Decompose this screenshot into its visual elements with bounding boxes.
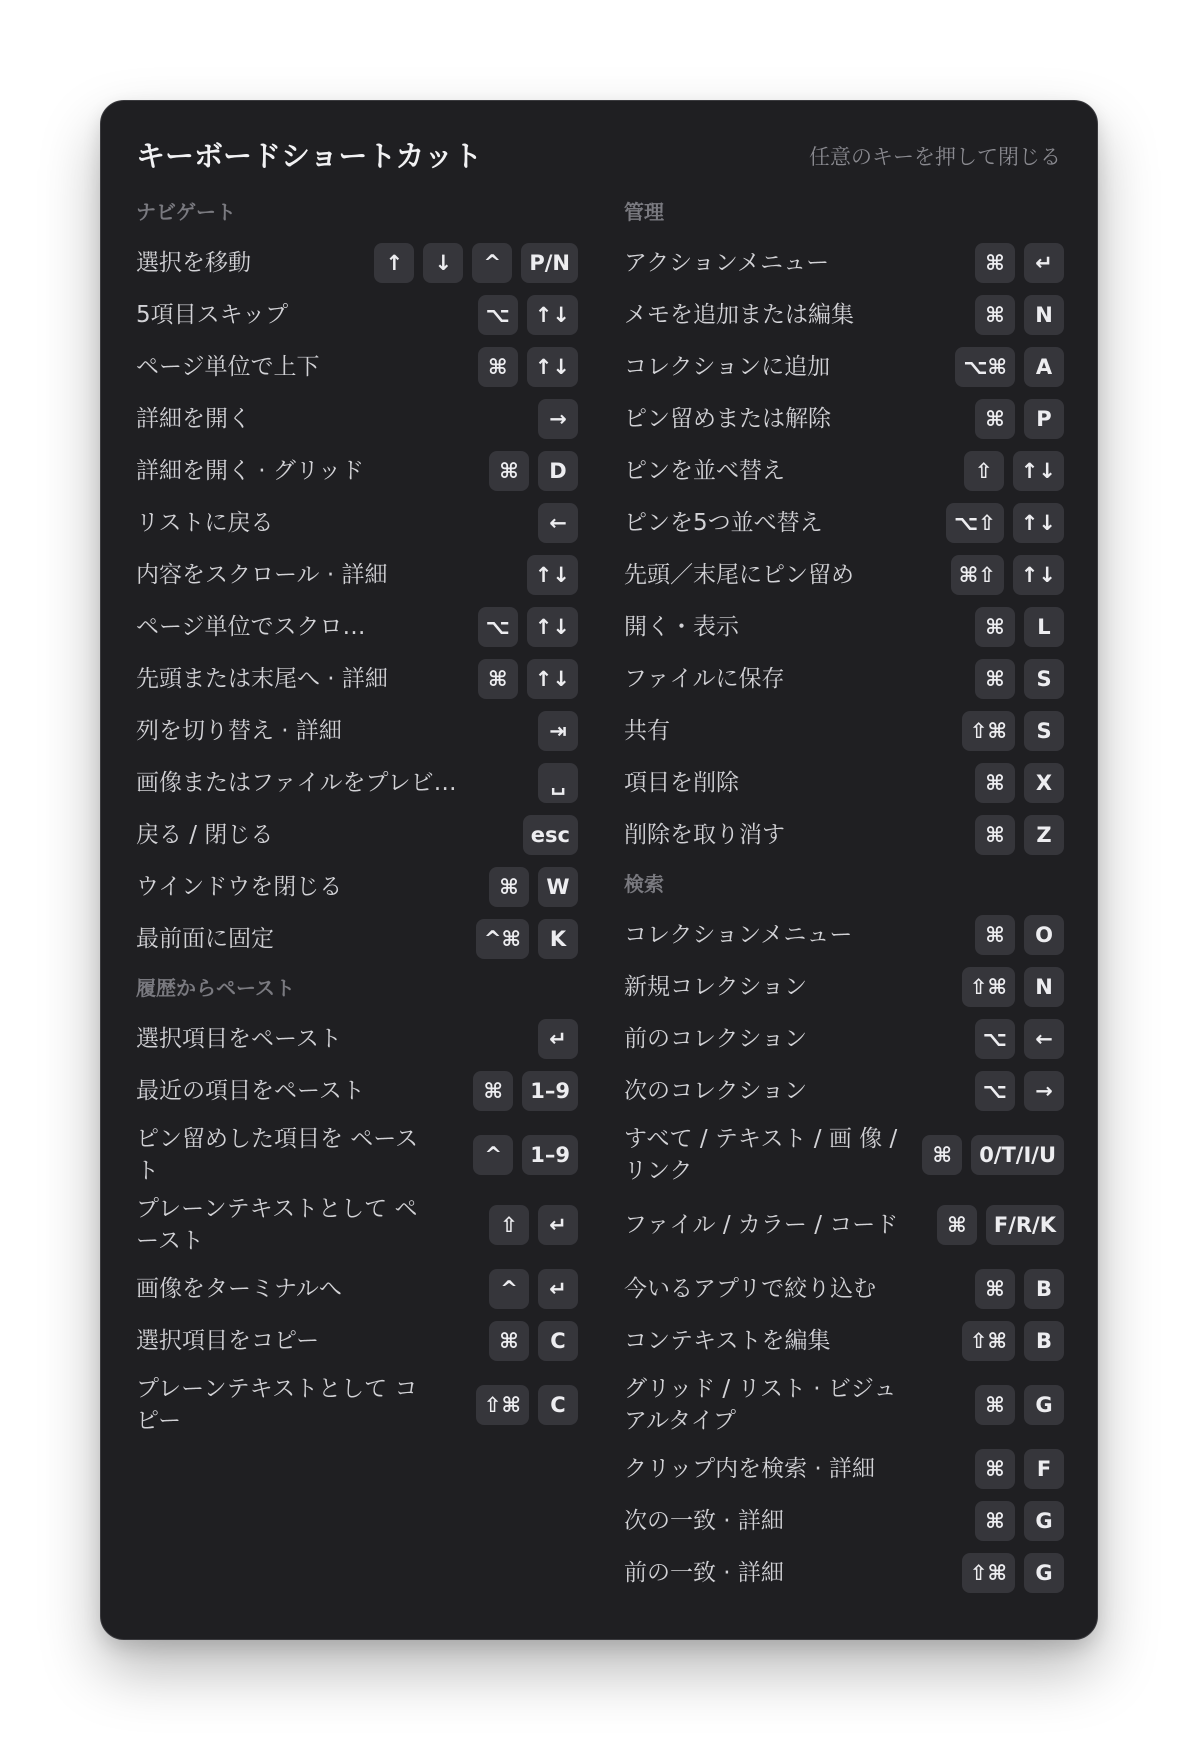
keycap: ⇧ (489, 1205, 529, 1245)
shortcut-row (624, 341, 1064, 393)
shortcut-row (624, 1495, 1064, 1547)
shortcut-row (136, 497, 578, 549)
shortcut-label: 選択項目をペースト (136, 1026, 342, 1052)
shortcut-section (624, 199, 1064, 861)
key-combo (975, 243, 1064, 283)
keycap: ⇧⌘ (962, 711, 1015, 751)
shortcut-row (136, 445, 578, 497)
keycap: G (1024, 1385, 1064, 1425)
shortcut-row (624, 289, 1064, 341)
shortcut-row (624, 1123, 1064, 1187)
keycap: ⌥⌘ (955, 347, 1015, 387)
key-combo (478, 659, 578, 699)
keycap: ^ (489, 1269, 529, 1309)
section-title: ナビゲート (136, 200, 236, 224)
shortcut-section (136, 975, 578, 1437)
key-combo (975, 1019, 1064, 1059)
keycap: C (538, 1321, 578, 1361)
keycap: ⌘ (975, 607, 1015, 647)
key-combo (538, 763, 578, 803)
keycap: L (1024, 607, 1064, 647)
shortcut-row (136, 393, 578, 445)
shortcut-label: 次の一致 · 詳細 (624, 1508, 784, 1534)
shortcut-label: ファイル / カラー / コード (624, 1212, 899, 1238)
shortcut-row (624, 909, 1064, 961)
key-combo (946, 503, 1064, 543)
keycap: D (538, 451, 578, 491)
key-combo (975, 295, 1064, 335)
shortcut-label: 前のコレクション (624, 1026, 808, 1052)
shortcut-row (136, 1123, 578, 1187)
shortcut-row (624, 705, 1064, 757)
keycap: ⇧⌘ (476, 1385, 529, 1425)
shortcut-row (136, 1193, 578, 1257)
right-column (624, 199, 1064, 1609)
keycap: ⌘ (975, 815, 1015, 855)
shortcut-label: グリッド / リスト · ビジュ アルタイプ (624, 1376, 897, 1434)
key-combo (975, 1071, 1064, 1111)
keycap: P (1024, 399, 1064, 439)
shortcut-label: 選択項目をコピー (136, 1328, 320, 1354)
keycap: → (1024, 1071, 1064, 1111)
shortcut-row (136, 289, 578, 341)
key-combo (489, 1205, 578, 1245)
keycap: ⌘⇧ (951, 555, 1004, 595)
keycap: F/R/K (986, 1205, 1064, 1245)
key-combo (538, 711, 578, 751)
shortcut-label: 共有 (624, 718, 670, 744)
keycap: ⌥ (478, 607, 518, 647)
shortcut-row (136, 757, 578, 809)
key-combo (478, 295, 578, 335)
keycap: ⌥ (975, 1019, 1015, 1059)
shortcut-label: コレクションに追加 (624, 354, 831, 380)
keycap: ^ (473, 1135, 513, 1175)
shortcut-row (136, 1373, 578, 1437)
key-combo (489, 1321, 578, 1361)
shortcut-label: 列を切り替え · 詳細 (136, 718, 342, 744)
keycap: W (538, 867, 578, 907)
shortcut-label: 項目を削除 (624, 770, 739, 796)
shortcut-label: 前の一致 · 詳細 (624, 1560, 784, 1586)
keycap: ↑↓ (527, 295, 578, 335)
key-combo (975, 1449, 1064, 1489)
key-combo (975, 399, 1064, 439)
keycap: ← (538, 503, 578, 543)
shortcut-label: ピン留めまたは解除 (624, 406, 831, 432)
shortcut-section (624, 871, 1064, 1599)
key-combo (922, 1135, 1064, 1175)
shortcut-label: 今いるアプリで絞り込む (624, 1276, 877, 1302)
keycap: ⌘ (975, 1385, 1015, 1425)
shortcut-label: 先頭／末尾にピン留め (624, 562, 854, 588)
shortcut-label: 次のコレクション (624, 1078, 808, 1104)
keycap: ⌘ (975, 1449, 1015, 1489)
shortcut-row (624, 961, 1064, 1013)
key-combo (962, 967, 1064, 1007)
keycap: ⌘ (975, 763, 1015, 803)
shortcut-row (624, 1263, 1064, 1315)
keycap: ⌘ (478, 659, 518, 699)
key-combo (489, 1269, 578, 1309)
keycap: ↑↓ (1013, 451, 1064, 491)
keycap: ⌘ (478, 347, 518, 387)
keycap: ⌘ (975, 1501, 1015, 1541)
shortcut-label: コンテキストを編集 (624, 1328, 831, 1354)
shortcut-label: リストに戻る (136, 510, 274, 536)
keycap: N (1024, 967, 1064, 1007)
keycap: ⌘ (922, 1135, 962, 1175)
shortcut-label: 詳細を開く · グリッド (136, 458, 365, 484)
shortcut-label: 最前面に固定 (136, 926, 274, 952)
keycap: S (1024, 711, 1064, 751)
keycap: ⇧⌘ (962, 967, 1015, 1007)
shortcut-label: 削除を取り消す (624, 822, 785, 848)
shortcut-label: 選択を移動 (136, 250, 251, 276)
keycap: esc (523, 815, 578, 855)
keycap: ↵ (538, 1269, 578, 1309)
keycap: S (1024, 659, 1064, 699)
keycap: ↑↓ (527, 607, 578, 647)
shortcut-label: メモを追加または編集 (624, 302, 854, 328)
dismiss-hint: 任意のキーを押して閉じる (809, 145, 1061, 169)
shortcut-row (624, 1193, 1064, 1257)
keycap: ^⌘ (476, 919, 529, 959)
keycap: ⇧ (964, 451, 1004, 491)
keycap: ↵ (538, 1019, 578, 1059)
shortcut-row (624, 601, 1064, 653)
key-combo (538, 399, 578, 439)
shortcut-label: 画像をターミナルへ (136, 1276, 342, 1302)
key-combo (937, 1205, 1064, 1245)
keycap: X (1024, 763, 1064, 803)
keycap: 0/T/I/U (971, 1135, 1064, 1175)
shortcut-label: 開く・表示 (624, 614, 739, 640)
shortcut-row (624, 393, 1064, 445)
key-combo (374, 243, 578, 283)
keycap: ↑ (374, 243, 414, 283)
keycap: B (1024, 1269, 1064, 1309)
keycap: ⌘ (975, 915, 1015, 955)
shortcuts-panel (100, 100, 1098, 1640)
keycap: ^ (472, 243, 512, 283)
key-combo (962, 1553, 1064, 1593)
key-combo (975, 915, 1064, 955)
key-combo (975, 815, 1064, 855)
shortcut-row (624, 1547, 1064, 1599)
section-title: 管理 (624, 200, 664, 224)
shortcut-row (624, 1065, 1064, 1117)
shortcut-row (136, 549, 578, 601)
panel-title: キーボードショートカット (136, 139, 483, 173)
shortcut-label: クリップ内を検索 · 詳細 (624, 1456, 876, 1482)
keycap: ⌥⇧ (946, 503, 1004, 543)
keycap: ⌘ (489, 867, 529, 907)
shortcut-label: ウインドウを閉じる (136, 874, 343, 900)
shortcut-label: プレーンテキストとして ペースト (136, 1196, 418, 1254)
keycap: ⌘ (489, 1321, 529, 1361)
keycap: ← (1024, 1019, 1064, 1059)
key-combo (527, 555, 578, 595)
keycap: 1–9 (522, 1135, 578, 1175)
left-column (136, 199, 578, 1447)
keycap: ␣ (538, 763, 578, 803)
keycap: N (1024, 295, 1064, 335)
keycap: ⌘ (975, 1269, 1015, 1309)
shortcut-row (624, 757, 1064, 809)
shortcut-row (136, 705, 578, 757)
shortcut-label: 画像またはファイルをプレビ… (136, 770, 457, 796)
shortcut-label: 先頭または末尾へ · 詳細 (136, 666, 388, 692)
keycap: ↑↓ (1013, 555, 1064, 595)
keycap: ⇥ (538, 711, 578, 751)
shortcut-row (624, 445, 1064, 497)
key-combo (538, 1019, 578, 1059)
keycap: B (1024, 1321, 1064, 1361)
shortcut-row (624, 1315, 1064, 1367)
shortcut-row (624, 237, 1064, 289)
shortcut-label: 新規コレクション (624, 974, 808, 1000)
key-combo (975, 659, 1064, 699)
keycap: G (1024, 1553, 1064, 1593)
key-combo (523, 815, 578, 855)
keycap: ↑↓ (527, 659, 578, 699)
keycap: ↑↓ (527, 347, 578, 387)
key-combo (975, 763, 1064, 803)
shortcut-row (136, 1013, 578, 1065)
shortcut-row (624, 1373, 1064, 1437)
keycap: 1–9 (522, 1071, 578, 1111)
shortcut-row (136, 1065, 578, 1117)
section-title: 履歴からペースト (136, 976, 295, 1000)
shortcut-row (624, 1013, 1064, 1065)
keycap: ⌘ (489, 451, 529, 491)
key-combo (975, 1501, 1064, 1541)
keycap: ↵ (538, 1205, 578, 1245)
shortcut-row (136, 913, 578, 965)
key-combo (962, 1321, 1064, 1361)
shortcut-label: ファイルに保存 (624, 666, 785, 692)
keycap: K (538, 919, 578, 959)
key-combo (478, 347, 578, 387)
shortcut-label: ページ単位でスクロ… (136, 614, 366, 640)
keycap: O (1024, 915, 1064, 955)
section-title: 検索 (624, 872, 664, 896)
shortcut-label: 最近の項目をペースト (136, 1078, 365, 1104)
shortcut-row (624, 653, 1064, 705)
keycap: ⌘ (937, 1205, 977, 1245)
shortcut-label: すべて / テキスト / 画 像 / リンク (624, 1126, 898, 1184)
shortcut-label: 5項目スキップ (136, 302, 289, 328)
keycap: ⌘ (975, 399, 1015, 439)
shortcut-section (136, 199, 578, 965)
shortcut-row (624, 809, 1064, 861)
shortcut-row (624, 549, 1064, 601)
keycap: ⌘ (975, 295, 1015, 335)
shortcut-row (136, 341, 578, 393)
shortcut-row (136, 809, 578, 861)
keycap: ⌘ (473, 1071, 513, 1111)
key-combo (489, 867, 578, 907)
key-combo (476, 919, 578, 959)
key-combo (489, 451, 578, 491)
shortcut-row (136, 1263, 578, 1315)
keycap: ⌥ (975, 1071, 1015, 1111)
shortcut-row (136, 653, 578, 705)
key-combo (975, 607, 1064, 647)
shortcut-label: プレーンテキストとして コピー (136, 1376, 418, 1434)
shortcut-label: 詳細を開く (136, 406, 251, 432)
key-combo (478, 607, 578, 647)
key-combo (955, 347, 1064, 387)
shortcut-row (624, 1443, 1064, 1495)
key-combo (975, 1385, 1064, 1425)
keycap: F (1024, 1449, 1064, 1489)
keycap: A (1024, 347, 1064, 387)
keycap: ⌘ (975, 659, 1015, 699)
keycap: ⌘ (975, 243, 1015, 283)
keycap: ⇧⌘ (962, 1553, 1015, 1593)
shortcut-label: ピン留めした項目を ペースト (136, 1126, 419, 1184)
key-combo (538, 503, 578, 543)
keycap: ↵ (1024, 243, 1064, 283)
shortcut-label: アクションメニュー (624, 250, 830, 276)
keycap: ↓ (423, 243, 463, 283)
keycap: ⌥ (478, 295, 518, 335)
shortcut-label: コレクションメニュー (624, 922, 853, 948)
key-combo (964, 451, 1064, 491)
shortcut-label: 戻る / 閉じる (136, 822, 274, 848)
keycap: Z (1024, 815, 1064, 855)
shortcut-row (624, 497, 1064, 549)
shortcut-label: 内容をスクロール · 詳細 (136, 562, 388, 588)
shortcut-label: ピンを並べ替え (624, 458, 785, 484)
shortcut-row (136, 1315, 578, 1367)
key-combo (951, 555, 1064, 595)
shortcut-label: ピンを5つ並べ替え (624, 510, 823, 536)
keycap: ↑↓ (527, 555, 578, 595)
key-combo (962, 711, 1064, 751)
key-combo (473, 1071, 578, 1111)
key-combo (975, 1269, 1064, 1309)
keycap: C (538, 1385, 578, 1425)
keycap: ⇧⌘ (962, 1321, 1015, 1361)
shortcut-row (136, 237, 578, 289)
shortcut-label: ページ単位で上下 (136, 354, 320, 380)
key-combo (473, 1135, 578, 1175)
keycap: G (1024, 1501, 1064, 1541)
key-combo (476, 1385, 578, 1425)
keycap: P/N (521, 243, 578, 283)
shortcut-row (136, 861, 578, 913)
keycap: → (538, 399, 578, 439)
shortcut-row (136, 601, 578, 653)
keycap: ↑↓ (1013, 503, 1064, 543)
